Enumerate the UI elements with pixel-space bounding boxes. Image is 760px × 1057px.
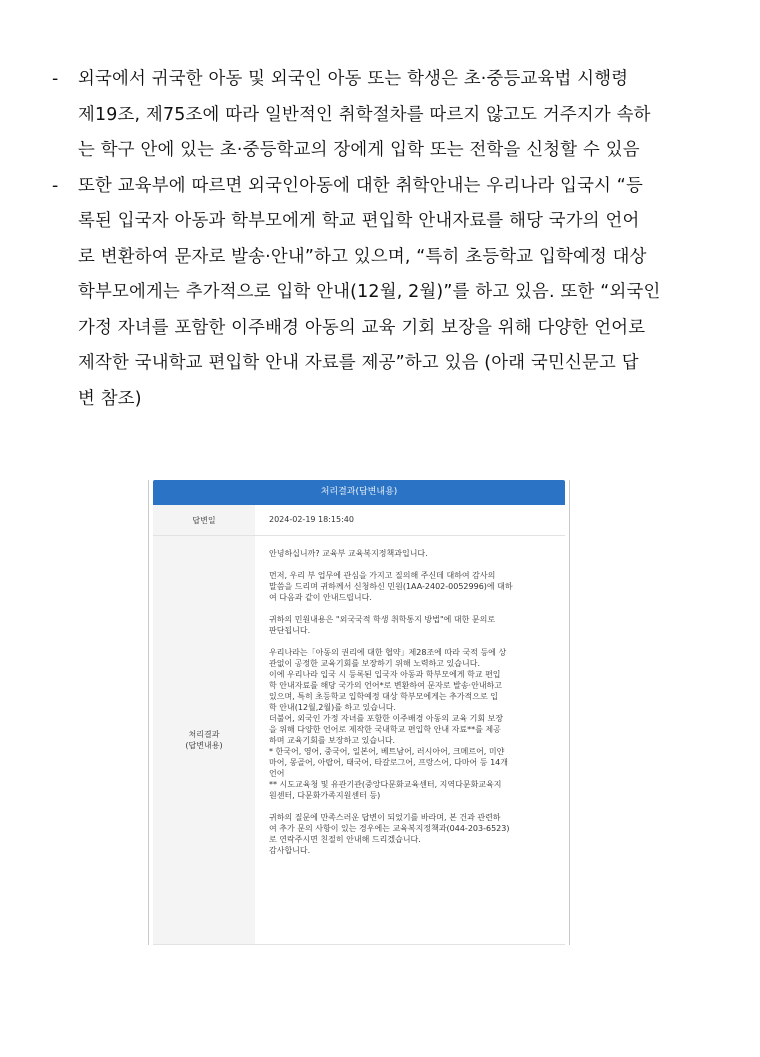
bullet-line: 또한 교육부에 따르면 외국인아동에 대한 취학안내는 우리나라 입국시 “등 — [78, 175, 644, 196]
bullet-line: 제19조, 제75조에 따라 일반적인 취학절차를 따르지 않고도 거주지가 속하 — [78, 104, 651, 125]
bullet-line: 로 변환하여 문자로 발송·안내”하고 있으며, “특히 초등학교 입학예정 대상 — [78, 246, 647, 267]
answer-line: 귀하의 민원내용은 "외국국적 학생 취학통지 방법"에 대한 문의로 — [269, 615, 496, 624]
answer-content-text — [255, 536, 565, 944]
answer-line: 여 다음과 같이 안내드립니다. — [269, 593, 372, 602]
answer-paragraph — [269, 548, 555, 559]
bullet-dash: - — [52, 69, 59, 89]
answer-paragraph — [269, 647, 555, 801]
answer-line: 우리나라는「아동의 권리에 대한 협약」제28조에 따라 국적 등에 상 — [269, 648, 507, 657]
answer-line: * 한국어, 영어, 중국어, 일본어, 베트남어, 러시아어, 크메르어, 미얀 — [269, 747, 505, 756]
answer-line: 원센터, 다문화가족지원센터 등) — [269, 791, 381, 800]
answer-line: 하며 교육기회를 보장하고 있습니다. — [269, 736, 396, 745]
answer-line: 관없이 공정한 교육기회를 보장하기 위해 노력하고 있습니다. — [269, 659, 480, 668]
answer-line: 로 연락주시면 친절히 안내해 드리겠습니다. — [269, 835, 421, 844]
answer-paragraph — [269, 812, 555, 856]
answer-paragraph — [269, 614, 555, 636]
answer-line: 마어, 몽골어, 아랍어, 태국어, 타갈로그어, 프랑스어, 다마어 등 14개 — [269, 758, 508, 767]
answer-line: 여 추가 문의 사항이 있는 경우에는 교육복지정책과(044-203-6523) — [269, 824, 510, 833]
answer-label-line: 처리결과 — [188, 730, 220, 739]
answer-line: 판단됩니다. — [269, 626, 311, 635]
answer-line: ** 시도교육청 및 유관기관(중앙다문화교육센터, 지역다문화교육지 — [269, 780, 502, 789]
bullet-line: 록된 입국자 아동과 학부모에게 학교 편입학 안내자료를 해당 국가의 언어 — [78, 211, 640, 231]
answer-paragraph — [269, 570, 555, 603]
answer-date-value: 2024-02-19 18:15:40 — [269, 515, 354, 524]
answer-line: 감사합니다. — [269, 846, 311, 855]
bullet-line: 는 학구 안에 있는 초·중등학교의 장에게 입학 또는 전학을 신청할 수 있음 — [78, 140, 640, 160]
answer-content-row — [153, 536, 565, 945]
answer-line: 을 위해 다양한 언어로 제작한 국내학교 편입학 안내 자료**를 제공 — [269, 725, 501, 734]
bullet-dash: - — [52, 175, 59, 196]
answer-line: 귀하의 질문에 만족스러운 답변이 되었기를 바라며, 본 건과 관련하 — [269, 813, 501, 822]
answer-line: 먼저, 우리 부 업무에 관심을 가지고 질의해 주신데 대하여 감사의 — [269, 571, 496, 580]
answer-line: 말씀을 드리며 귀하께서 신청하신 민원(1AA-2402-0052996)에 대하 — [269, 582, 513, 591]
answer-line: 있으며, 특히 초등학교 입학예정 대상 학부모에게는 추가적으로 입 — [269, 692, 498, 701]
answer-line: 이에 우리나라 입국 시 등록된 입국자 아동과 학부모에게 학교 편입 — [269, 670, 501, 679]
bullet-line: 제작한 국내학교 편입학 안내 자료를 제공”하고 있음 (아래 국민신문고 답 — [78, 353, 639, 373]
answer-date-row — [153, 505, 565, 536]
embedded-answer-screenshot — [148, 480, 570, 945]
answer-line: 학 안내자료를 해당 국가의 언어*로 변환하여 문자로 발송·안내하고 — [269, 681, 502, 690]
bullet-line: 학부모에게는 추가적으로 입학 안내(12월, 2월)”를 하고 있음. 또한 “외국인 — [78, 282, 661, 302]
bullet-item — [52, 169, 702, 418]
answer-line: 언어 — [269, 769, 285, 778]
bullet-line: 외국에서 귀국한 아동 및 외국인 아동 또는 학생은 초·중등교육법 시행령 — [78, 69, 629, 89]
answer-line: 안녕하십니까? 교육부 교육복지정책과입니다. — [269, 549, 428, 558]
answer-label-line: (답변내용) — [185, 741, 223, 750]
bullet-item — [52, 62, 702, 169]
bullet-list — [52, 62, 702, 417]
bullet-line: 변 참조) — [78, 388, 142, 409]
answer-date-label: 답변일 — [153, 505, 255, 535]
answer-content-label — [153, 536, 255, 944]
answer-line: 학 안내(12월,2월)를 하고 있습니다. — [269, 703, 396, 712]
bullet-line: 가정 자녀를 포함한 이주배경 아동의 교육 기회 보장을 위해 다양한 언어로 — [78, 317, 646, 338]
answer-header: 처리결과(답변내용) — [153, 480, 565, 505]
answer-line: 더불어, 외국인 가정 자녀를 포함한 이주배경 아동의 교육 기회 보장 — [269, 714, 504, 723]
